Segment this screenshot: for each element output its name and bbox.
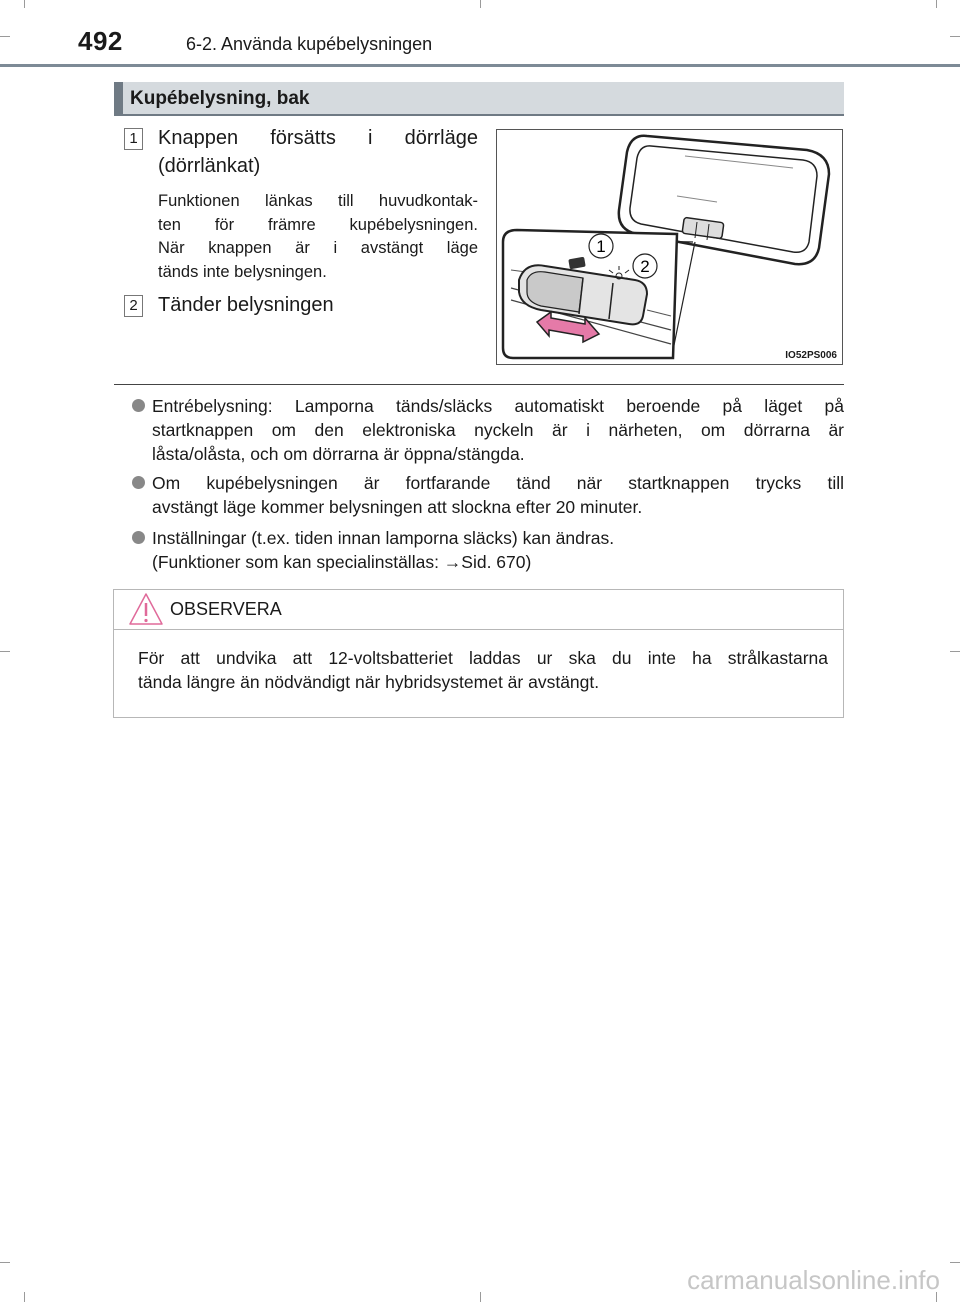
item-description [158,190,478,284]
crop-mark [950,1262,960,1263]
figure-code: IO52PS006 [785,350,837,361]
crop-mark [24,1292,25,1302]
crop-mark [950,36,960,37]
text-line: tända längre än nödvändigt när hybridsystemet är avstängt. [138,672,600,692]
text-line: Om kupébelysningen är fortfarande tänd när startknappen trycks till [152,473,844,493]
crop-mark [480,1292,481,1302]
page-number: 492 [78,26,123,56]
crop-mark [950,651,960,652]
crop-mark [0,1262,10,1263]
warning-label: OBSERVERA [170,599,282,619]
warning-text [138,646,828,694]
item-title: Tänder belysningen [158,294,334,316]
text-line: låsta/olåsta, och om dörrarna är öppna/stängda. [152,444,525,464]
text-line: ten för främre kupébelysningen. [158,215,478,234]
lamp-switch-drawing [497,130,842,364]
bullet-dot [132,399,145,412]
text-line: Inställningar (t.ex. tiden innan lamporna släcks) kan ändras. [152,528,615,548]
info-bullet [130,394,844,466]
text-line: Entrébelysning: Lamporna tänds/släcks automatiskt beroende på läget på [152,396,844,416]
section-heading-text: Kupébelysning, bak [130,88,310,109]
section-heading-bar [114,82,123,114]
crop-mark [0,651,10,652]
bullet-dot [132,476,145,489]
text-line: För att undvika att 12-voltsbatteriet laddas ur ska du inte ha strålkastarna [138,648,828,668]
crop-mark [24,0,25,8]
callout-1: 1 [596,237,606,256]
text-line: avstängt läge kommer belysningen att slockna efter 20 minuter. [152,497,643,517]
warning-box [113,589,844,718]
crop-mark [936,0,937,8]
bullet-dot [132,531,145,544]
warning-triangle-icon [128,592,164,626]
callout-2: 2 [640,257,650,276]
item-number-badge: 1 [124,128,143,150]
rear-lamp-illustration [496,129,843,365]
header-rule [0,64,960,67]
text-line: (Funktioner som kan specialinställas: →Sid. 670) [152,552,532,572]
warning-header [114,590,843,630]
chapter-title: 6-2. Använda kupébelysningen [186,34,433,54]
watermark: carmanualsonline.info [687,1265,940,1295]
crop-mark [480,0,481,8]
info-bullet [130,526,844,574]
text-line: tänds inte belysningen. [158,262,327,281]
section-divider [114,384,844,385]
info-bullet [130,471,844,519]
item-title: (dörrlänkat) [158,155,261,177]
text-line: Funktionen länkas till huvudkontak- [158,192,478,210]
text-line: När knappen är i avstängt läge [158,239,478,257]
crop-mark [0,36,10,37]
item-title: Knappen försätts i dörrläge [158,127,478,149]
section-heading [114,82,844,116]
item-number-badge: 2 [124,295,143,317]
text-line: startknappen om den elektroniska nyckeln är i närheten, om dörrarna är [152,420,844,440]
